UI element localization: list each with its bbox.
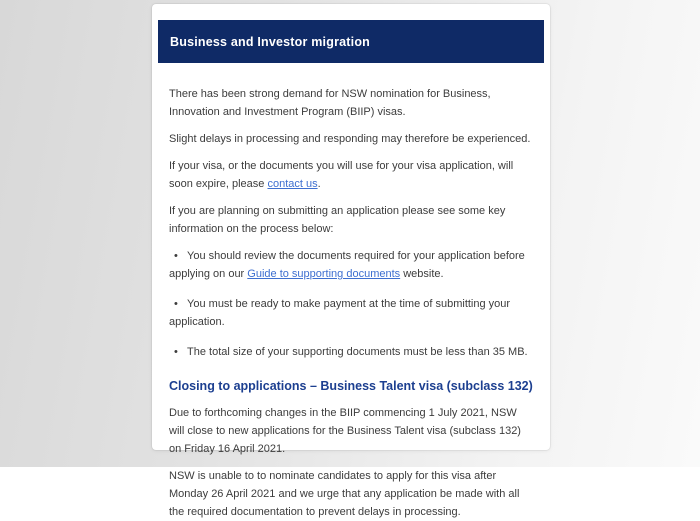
notice-content [158,63,544,521]
banner-title: Business and Investor migration [170,34,370,49]
text-segment: Slight delays in processing and responding may therefore be experienced. [169,133,531,145]
intro-paragraphs [169,85,534,238]
section-paragraphs [169,404,534,521]
text-segment: NSW is unable to to nominate candidates to apply for this visa after Monday 26 April 2021 and we urge that any application be made with all the required documentation to prevent delays in processing. [169,470,520,518]
bullet-icon: • [174,250,188,262]
inline-link[interactable]: Guide to supporting documents [247,268,401,280]
bullet-item [169,343,534,361]
text-segment: If you are planning on submitting an application please see some key information on the process below: [169,205,506,235]
paragraph [169,157,534,193]
bullet-item [169,247,534,283]
bullet-icon: • [174,346,188,358]
text-segment: If your visa, or the documents you will use for your visa application, will soon expire, please [169,160,514,190]
paragraph [169,467,534,521]
text-segment: . [317,178,321,190]
section-heading: Closing to applications – Business Talent visa (subclass 132) [169,379,533,393]
paragraph [169,202,534,238]
paragraph [169,404,534,458]
inline-link[interactable]: contact us [267,178,318,190]
notice-card [152,4,550,518]
paragraph [169,130,534,148]
text-segment: Due to forthcoming changes in the BIIP commencing 1 July 2021, NSW will close to new applications for the Business Talent visa (subclass 132) on Friday 16 April 2021. [169,407,521,455]
text-segment: You should review the documents required for your application before applying on our [169,250,525,280]
text-segment: website. [400,268,444,280]
bullet-item [169,295,534,331]
text-segment: You must be ready to make payment at the time of submitting your application. [169,298,511,328]
text-segment: The total size of your supporting documents must be less than 35 MB. [187,346,528,358]
text-segment: There has been strong demand for NSW nomination for Business, Innovation and Investment Program (BIIP) visas. [169,88,491,118]
bullet-list [169,247,534,361]
paragraph [169,85,534,121]
banner-header [158,20,544,63]
bullet-icon: • [174,298,188,310]
